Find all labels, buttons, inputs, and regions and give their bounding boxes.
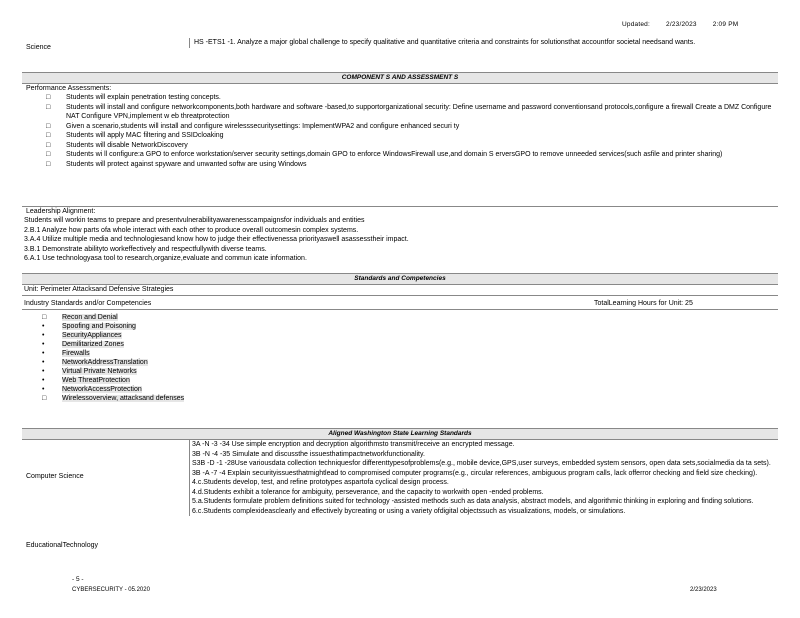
list-item — [22, 150, 778, 160]
aligned-standards-section — [22, 439, 778, 578]
leadership-line: 3.B.1 Demonstrate abilityto workeffectively and respectfullywith diverse teams. — [24, 245, 267, 253]
list-item-text: Students will protect against spyware and unwanted softw are using Windows — [66, 160, 307, 168]
updated-label: Updated: — [622, 21, 650, 28]
components-assessments-bar: COMPONENT S AND ASSESSMENT S — [22, 72, 778, 84]
updated-date: 2/23/2023 — [666, 21, 697, 28]
performance-section — [22, 84, 778, 169]
course-code: CYBERSECURITY - 05.2020 — [72, 587, 150, 593]
checkbox-icon: □ — [46, 151, 51, 158]
standard-line: 3A -N -3 -34 Use simple encryption and decryption algorithmsto transmit/receive an encrypted message. — [192, 441, 515, 448]
list-item — [22, 131, 778, 141]
list-item-text: Students will explain penetration testing concepts. — [66, 94, 221, 101]
bullet-icon: • — [42, 368, 45, 375]
list-item — [22, 367, 778, 376]
leadership-section — [22, 206, 778, 264]
leadership-line: 6.A.1 Use technologyasa tool to research,organize,evaluate and commun icate information. — [24, 255, 307, 262]
page-number: - 5 - — [72, 576, 84, 583]
updated-time: 2:09 PM — [712, 21, 739, 28]
standard-line: S3B -D -1 -28Use variousdata collection techniquesfor differenttypesofproblems(e.g., mobile device,GPS,user surveys, embedded system sensors, open data sets,socialmedia da ta sets). — [192, 460, 771, 467]
list-item — [22, 358, 778, 367]
list-item — [22, 322, 778, 331]
checkbox-icon: □ — [46, 94, 51, 101]
list-item-text: Given a scenario,students will install and configure wirelesssecuritysettings: ImplementWPA2 and configure enhanced securi ty — [66, 122, 460, 130]
list-item-text: Wirelessoverview, attacksand defenses — [62, 395, 185, 402]
list-item — [22, 385, 778, 394]
standard-line: 5.a.Students formulate problem definitions suited for technology -assisted methods such as data analysis, abstract models, and algorithmic thinking in exploring and finding solutions. — [192, 498, 754, 505]
leadership-line: Students will workin teams to prepare and presentvulnerabilityawarenesscampaignsfor individuals and entities — [24, 217, 365, 224]
checkbox-icon: □ — [42, 314, 47, 321]
updated-stamp — [622, 21, 752, 28]
educational-technology-label: EducationalTechnology — [26, 542, 98, 549]
industry-standards-list — [22, 313, 778, 403]
performance-label: Performance Assessments: — [26, 85, 112, 92]
list-item — [22, 93, 778, 103]
standard-line: 3B -A -7 -4 Explain securityissuesthatmightlead to compromised computer programs(e.g., circular references, ambiguous program calls, lack offerror checking and field size checking). — [192, 469, 758, 477]
leadership-line: 2.B.1 Analyze how parts ofa whole interact with each other to produce overall outcomesin complex systems. — [24, 226, 359, 234]
list-item-text: Students will disable NetworkDiscovery — [66, 141, 188, 149]
standard-line: 6.c.Students complexideasclearly and effectively bycreating or using a variety ofdigital objectssuch as visualizations, models, or simulations. — [192, 507, 626, 515]
list-item — [22, 331, 778, 340]
bullet-icon: • — [42, 386, 45, 393]
computer-science-label: Computer Science — [26, 473, 84, 480]
bullet-icon: • — [42, 359, 45, 366]
science-row — [22, 38, 778, 64]
standard-line: 3B -N -4 -35 Simulate and discussthe issuesthatimpactnetworkfunctionality. — [192, 450, 425, 458]
checkbox-icon: □ — [46, 103, 51, 111]
list-item — [22, 376, 778, 385]
list-item — [22, 394, 778, 403]
standards-competencies-bar: Standards and Competencies — [22, 273, 778, 285]
bullet-icon: • — [42, 341, 45, 348]
checkbox-icon: □ — [42, 395, 47, 402]
science-standard: HS -ETS1 -1. Analyze a major global challenge to specify qualitative and quantitative criteria and constraints for solutionsthat accountfor societal needsand wants. — [189, 38, 778, 48]
list-item — [22, 313, 778, 322]
list-item-text: NetworkAddressTranslation — [62, 359, 148, 366]
list-item-text: Web ThreatProtection — [62, 377, 130, 384]
science-subject: Science — [26, 44, 51, 51]
list-item — [22, 103, 778, 122]
bullet-icon: • — [42, 332, 45, 339]
leadership-line: 3.A.4 Utilize multiple media and technologiesand know how to judge their effectivenessa priorityaswell asassesstheir impact. — [24, 236, 409, 243]
list-item — [22, 340, 778, 349]
list-item-text: NetworkAccessProtection — [62, 386, 142, 393]
checkbox-icon: □ — [46, 122, 51, 130]
bullet-icon: • — [42, 323, 45, 330]
aligned-standards-list — [189, 440, 778, 516]
industry-label: Industry Standards and/or Competencies — [24, 300, 152, 307]
list-item-text: Recon and Denial — [62, 314, 118, 321]
list-item-text: Firewalls — [62, 350, 90, 357]
list-item-text: Spoofing and Poisoning — [62, 323, 136, 330]
aligned-standards-bar: Aligned Washington State Learning Standards — [22, 428, 778, 440]
standard-line: 4.c.Students develop, test, and refine prototypes aspartofa cyclical design process. — [192, 479, 449, 486]
list-item-text: SecurityAppliances — [62, 332, 122, 339]
list-item-text: Demilitarized Zones — [62, 341, 124, 348]
learning-hours: TotalLearning Hours for Unit: 25 — [594, 300, 693, 307]
list-item — [22, 160, 778, 170]
footer-date: 2/23/2023 — [690, 587, 717, 593]
checkbox-icon: □ — [46, 141, 51, 149]
performance-list — [22, 93, 778, 169]
standard-line: 4.d.Students exhibit a tolerance for ambiguity, perseverance, and the capacity to workwith open -ended problems. — [192, 488, 544, 496]
list-item — [22, 122, 778, 132]
list-item-text: Students will install and configure networkcomponents,both hardware and software -based,to supportorganizational security: Define username and password conventionsand protocols,configure a firewall Create a DMZ Configure NAT Configure VPN,implement w eb threatprotection — [66, 103, 772, 120]
list-item-text: Students will apply MAC filtering and SSIDcloaking — [66, 132, 224, 139]
unit-title: Unit: Perimeter Attacksand Defensive Strategies — [22, 285, 778, 296]
bullet-icon: • — [42, 350, 45, 357]
industry-row — [22, 299, 778, 310]
list-item — [22, 349, 778, 358]
checkbox-icon: □ — [46, 160, 51, 168]
bullet-icon: • — [42, 377, 45, 384]
list-item-text: Students wi ll configure:a GPO to enforce workstation/server security settings,domain GPO to enforce WindowsFirewall use,and domain S erversGPO to remove unneeded services(such asfile and printer sharing) — [66, 151, 723, 158]
list-item — [22, 141, 778, 151]
list-item-text: Virtual Private Networks — [62, 368, 137, 375]
checkbox-icon: □ — [46, 132, 51, 139]
leadership-label: Leadership Alignment: — [26, 208, 96, 215]
